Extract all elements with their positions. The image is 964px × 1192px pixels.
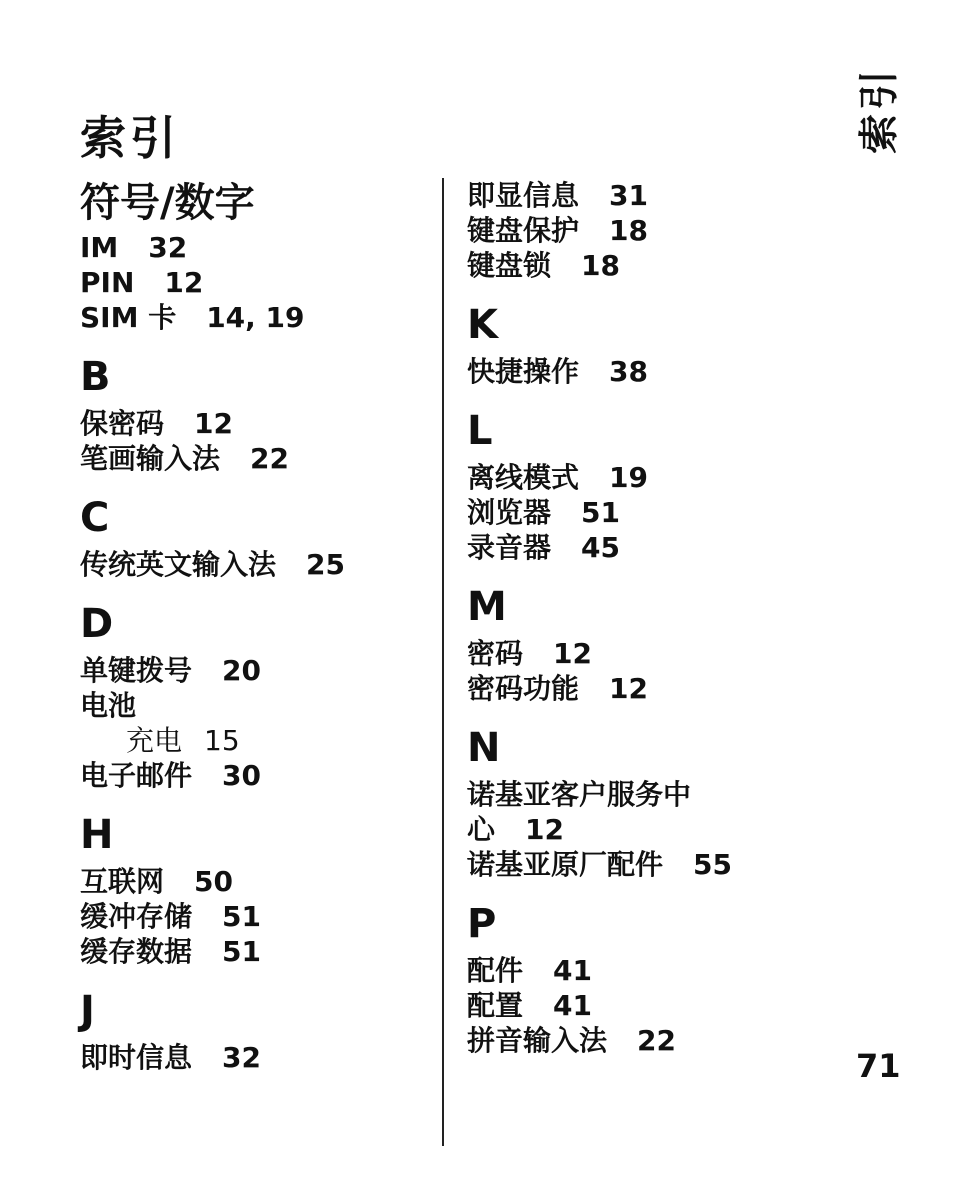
index-entry — [467, 460, 847, 495]
index-term: 拼音输入法 — [467, 1024, 608, 1057]
section-heading: J — [80, 988, 95, 1034]
section-heading: C — [80, 495, 110, 541]
section-heading: B — [80, 354, 111, 400]
index-term: 录音器 — [467, 531, 552, 564]
index-entry — [467, 847, 847, 882]
index-page-ref: 51 — [222, 900, 261, 933]
index-page-ref: 15 — [204, 724, 240, 757]
section-heading: 符号/数字 — [80, 180, 255, 226]
index-term: 密码功能 — [467, 672, 580, 705]
index-page-ref: 51 — [581, 496, 620, 529]
index-entry — [80, 230, 430, 265]
index-entry — [467, 636, 847, 671]
index-page-ref: 31 — [609, 179, 648, 212]
index-entry — [80, 300, 430, 335]
section-heading: M — [467, 584, 507, 630]
index-term: 快捷操作 — [467, 355, 580, 388]
index-page-ref: 12 — [164, 266, 204, 299]
index-entry — [467, 953, 847, 988]
index-page-ref: 20 — [222, 654, 261, 687]
section-heading: N — [467, 725, 501, 771]
index-term: SIM 卡 — [80, 301, 177, 334]
index-term: 保密码 — [80, 407, 165, 440]
index-page-ref: 25 — [306, 548, 345, 581]
index-page-ref: 12 — [553, 637, 592, 670]
index-term: 单键拨号 — [80, 654, 193, 687]
index-page-ref: 50 — [194, 865, 233, 898]
index-entry — [467, 354, 847, 389]
page-number: 71 — [856, 1047, 901, 1085]
index-column-right — [467, 178, 847, 1058]
index-page-ref: 22 — [637, 1024, 676, 1057]
index-page-ref: 12 — [194, 407, 233, 440]
index-entry — [467, 812, 847, 847]
side-tab-label: 索引 — [856, 66, 903, 154]
index-entry — [80, 688, 430, 723]
index-term: 配件 — [467, 954, 524, 987]
index-page-ref: 38 — [609, 355, 648, 388]
index-page-ref: 51 — [222, 935, 261, 968]
index-page-ref: 12 — [609, 672, 648, 705]
index-term: 即时信息 — [80, 1041, 193, 1074]
index-term: 键盘锁 — [467, 249, 552, 282]
index-page-ref: 22 — [250, 442, 289, 475]
index-term: 互联网 — [80, 865, 165, 898]
index-page-ref: 41 — [553, 989, 592, 1022]
index-term: 键盘保护 — [467, 214, 580, 247]
index-entry — [80, 653, 430, 688]
index-page-ref: 18 — [581, 249, 620, 282]
index-term: 传统英文输入法 — [80, 548, 277, 581]
index-term: IM — [80, 231, 119, 264]
column-divider — [442, 178, 444, 1146]
index-term: 笔画输入法 — [80, 442, 221, 475]
index-subentry — [80, 723, 430, 758]
index-entry — [80, 441, 430, 476]
index-page-ref: 19 — [609, 461, 648, 494]
index-page-ref: 32 — [148, 231, 188, 264]
index-entry — [80, 899, 430, 934]
index-term: 浏览器 — [467, 496, 552, 529]
side-tab — [848, 60, 904, 160]
index-entry — [467, 530, 847, 565]
index-term: PIN — [80, 266, 135, 299]
index-term: 充电 — [126, 724, 183, 757]
index-page-ref: 55 — [693, 848, 732, 881]
index-term: 心 — [467, 813, 496, 846]
index-entry — [80, 265, 430, 300]
index-entry — [80, 1040, 430, 1075]
index-entry — [467, 777, 847, 812]
section-heading: K — [467, 302, 498, 348]
index-entry — [467, 213, 847, 248]
index-page-ref: 14, 19 — [206, 301, 305, 334]
index-page-ref: 30 — [222, 759, 261, 792]
index-entry — [467, 671, 847, 706]
page-title: 索引 — [80, 111, 180, 165]
index-page-ref: 12 — [525, 813, 564, 846]
index-page-ref: 32 — [222, 1041, 261, 1074]
index-term: 电池 — [80, 689, 137, 722]
index-page-ref: 45 — [581, 531, 620, 564]
section-heading: L — [467, 408, 493, 454]
index-entry — [80, 547, 430, 582]
index-term: 电子邮件 — [80, 759, 193, 792]
index-entry — [467, 248, 847, 283]
index-entry — [467, 178, 847, 213]
index-entry — [80, 406, 430, 441]
index-term: 诺基亚原厂配件 — [467, 848, 664, 881]
section-heading: H — [80, 812, 114, 858]
index-entry — [467, 1023, 847, 1058]
index-entry — [80, 758, 430, 793]
index-entry — [467, 495, 847, 530]
index-column-left — [80, 178, 430, 1075]
index-term: 诺基亚客户服务中 — [467, 778, 692, 811]
index-page-ref: 18 — [609, 214, 648, 247]
index-entry — [80, 864, 430, 899]
section-heading: P — [467, 901, 497, 947]
index-entry — [80, 934, 430, 969]
index-term: 即显信息 — [467, 179, 580, 212]
index-term: 密码 — [467, 637, 524, 670]
index-entry — [467, 988, 847, 1023]
index-term: 配置 — [467, 989, 524, 1022]
section-heading: D — [80, 601, 114, 647]
index-page-ref: 41 — [553, 954, 592, 987]
index-term: 缓存数据 — [80, 935, 193, 968]
index-term: 离线模式 — [467, 461, 580, 494]
index-term: 缓冲存储 — [80, 900, 193, 933]
